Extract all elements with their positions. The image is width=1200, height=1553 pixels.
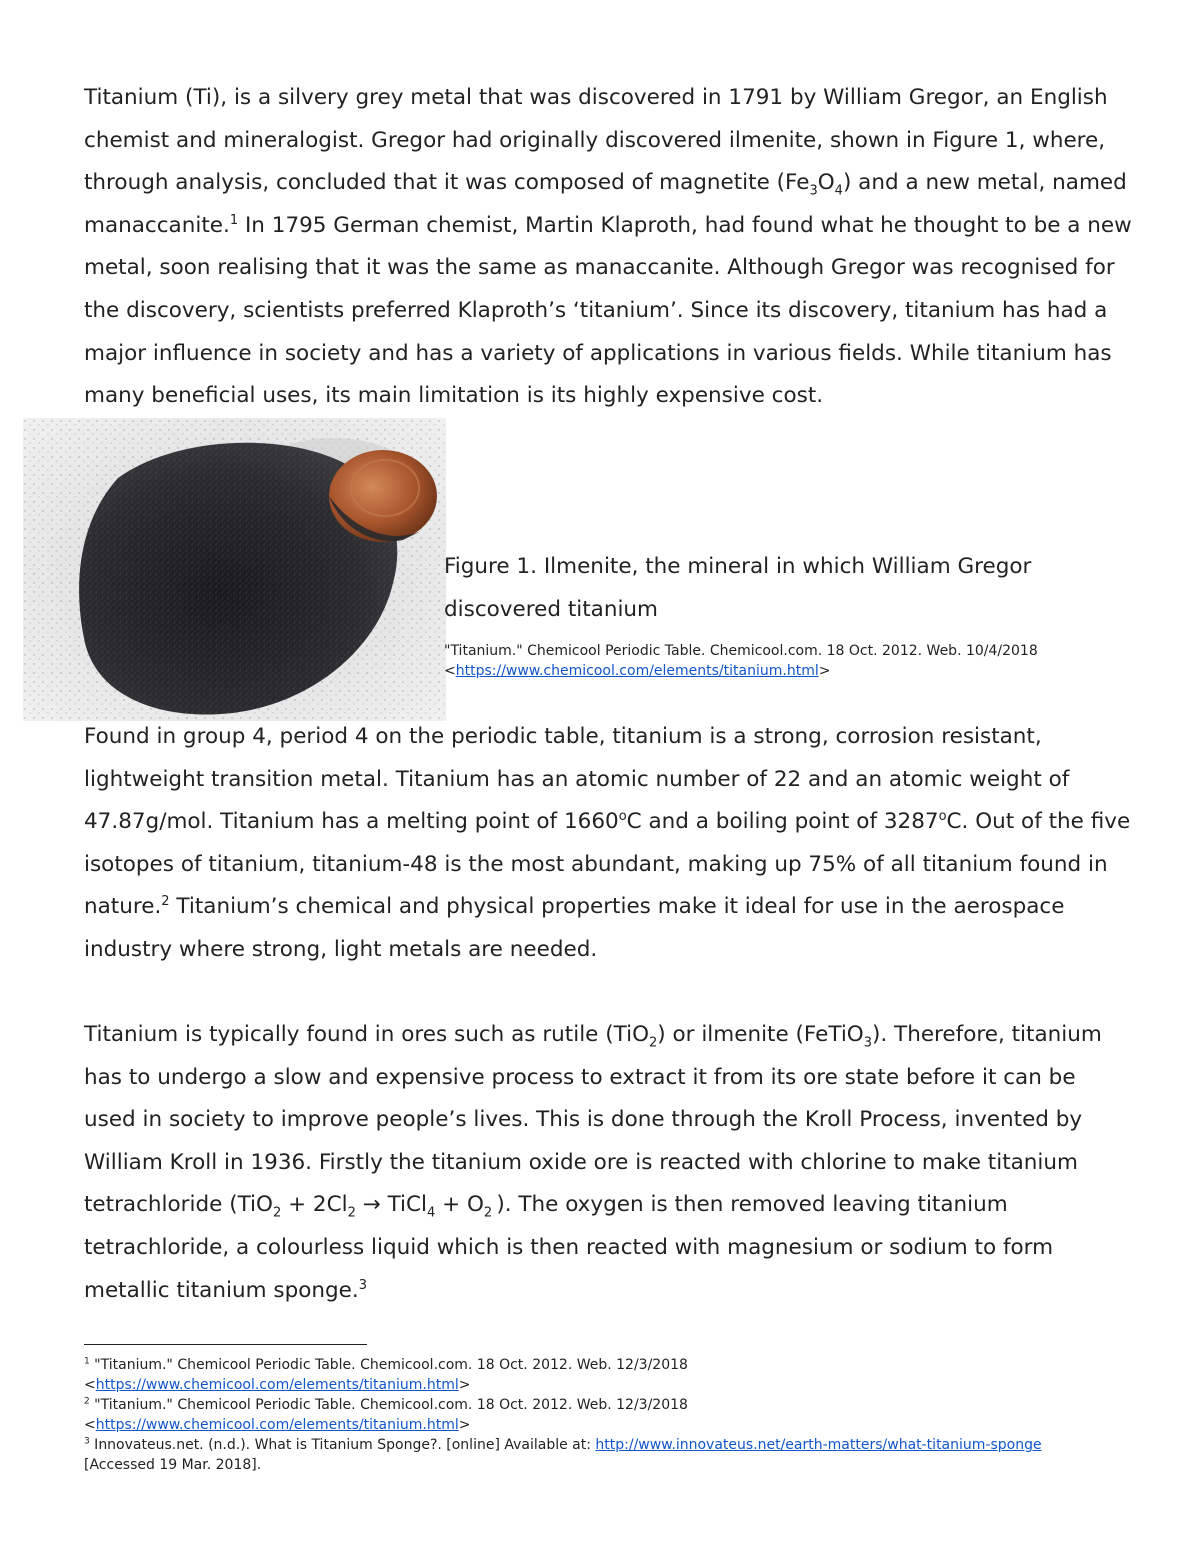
footnote-1: $^1$ "Titanium." Chemicool Periodic Table. Chemicool.com. 18 Oct. 2012. Web. 12/3/2018 <https://www.chemicool.com/elements/titanium.html> bbox=[84, 1356, 688, 1393]
extraction-paragraph: Titanium is typically found in ores such as rutile (TiO$_2$) or ilmenite (FeTiO$_3$). Therefore, titanium has to undergo a slow and expensive process to extract it from its ore state before it can be used in society to improve people’s lives. This is done through the Kroll Process, invented by William Kroll in 1936. Firstly the titanium oxide ore is reacted with chlorine to make titanium tetrachloride ($TiO_2 + 2Cl_2$ → TiCl$_4$ + $O_2$ ). The oxygen is then removed leaving titanium tetrachloride, a colourless liquid which is then reacted with magnesium or sodium to form metallic titanium sponge.$^3$ bbox=[84, 1022, 1102, 1303]
intro-paragraph: Titanium (Ti), is a silvery grey metal that was discovered in 1791 by William Gregor, an English chemist and mineralogist. Gregor had originally discovered ilmenite, shown in Figure 1, where, through analysis, concluded that it was composed of magnetite $(Fe_3O_4)$ and a new metal, named manaccanite.$^1$ In 1795 German chemist, Martin Klaproth, had found what he thought to be a new metal, soon realising that it was the same as manaccanite. Although Gregor was recognised for the discovery, scientists preferred Klaproth’s ‘titanium’. Since its discovery, titanium has had a major influence in society and has a variety of applications in various fields. While titanium has many beneficial uses, its main limitation is its highly expensive cost. bbox=[84, 85, 1132, 409]
figure-citation: "Titanium." Chemicool Periodic Table. Chemicool.com. 18 Oct. 2012. Web. 10/4/2018 <https://www.chemicool.com/elements/titanium.html> bbox=[444, 643, 1038, 679]
footnote-3: $^3$ Innovateus.net. (n.d.). What is Titanium Sponge?. [online] Available at: http://www.innovateus.net/earth-matters/what-titanium-sponge [Accessed 19 Mar. 2018]. bbox=[84, 1436, 1042, 1473]
footnote-3-link[interactable]: http://www.innovateus.net/earth-matters/what-titanium-sponge bbox=[595, 1437, 1042, 1453]
figure-caption: Figure 1. Ilmenite, the mineral in which William Gregor discovered titanium bbox=[444, 554, 1032, 622]
footnote-2: $^2$ "Titanium." Chemicool Periodic Table. Chemicool.com. 18 Oct. 2012. Web. 12/3/2018 <https://www.chemicool.com/elements/titanium.html> bbox=[84, 1396, 688, 1433]
footnote-ref-2: 2 bbox=[161, 894, 170, 910]
footnote-ref-1: 1 bbox=[229, 212, 239, 228]
figure-citation-link[interactable]: https://www.chemicool.com/elements/titanium.html bbox=[455, 663, 819, 679]
footnote-1-link[interactable]: https://www.chemicool.com/elements/titanium.html bbox=[95, 1377, 459, 1393]
footnote-separator bbox=[84, 1344, 367, 1345]
footnote-ref-3: 3 bbox=[358, 1277, 367, 1293]
footnotes bbox=[84, 1355, 1124, 1475]
ilmenite-photo bbox=[23, 418, 446, 721]
footnote-2-link[interactable]: https://www.chemicool.com/elements/titanium.html bbox=[95, 1417, 459, 1433]
properties-paragraph: Found in group 4, period 4 on the periodic table, titanium is a strong, corrosion resistant, lightweight transition metal. Titanium has an atomic number of 22 and an atomic weight of 47.87g/mol. Titanium has a melting point of 1660$^o$C and a boiling point of 3287$^o$C. Out of the five isotopes of titanium, titanium-48 is the most abundant, making up 75% of all titanium found in nature.$^2$ Titanium’s chemical and physical properties make it ideal for use in the aerospace industry where strong, light metals are needed. bbox=[84, 724, 1131, 962]
